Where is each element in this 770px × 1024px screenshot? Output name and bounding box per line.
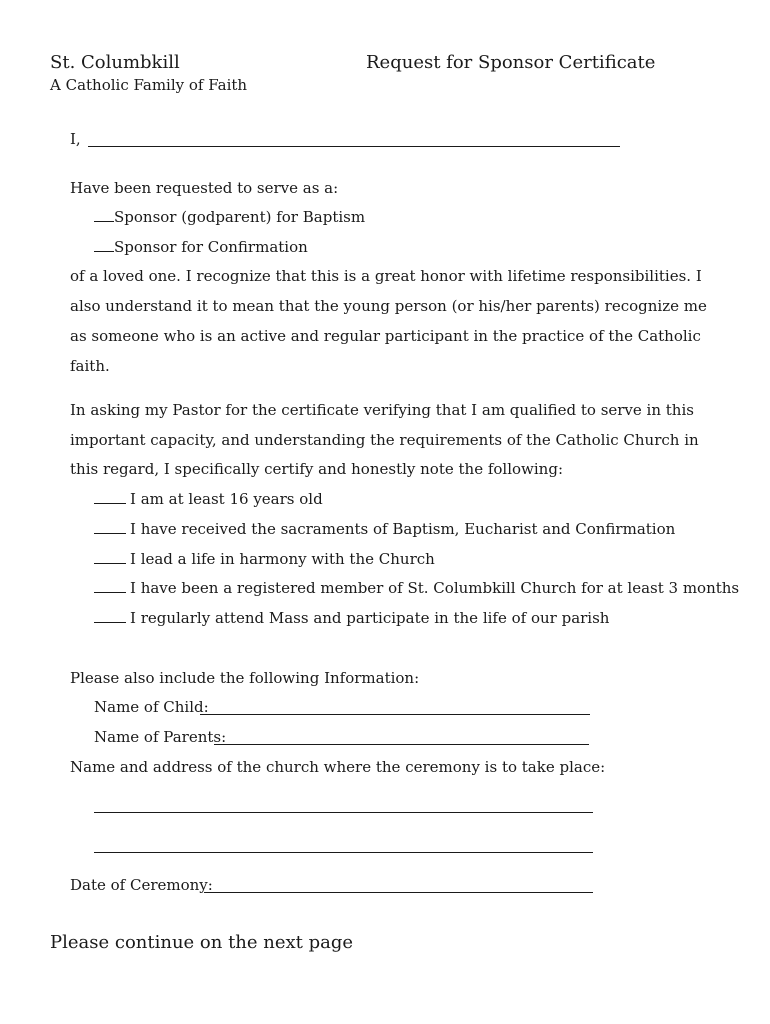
parish-tagline: A Catholic Family of Faith — [50, 76, 248, 94]
certification-blank[interactable] — [94, 591, 126, 593]
continue-note: Please continue on the next page — [50, 932, 354, 953]
certification-blank[interactable] — [94, 502, 126, 504]
church-prompt: Name and address of the church where the ceremony is to take place: — [70, 758, 606, 776]
parents-name-field[interactable] — [214, 744, 589, 745]
certification-line: this regard, I specifically certify and honestly note the following: — [70, 460, 564, 478]
certification-blank[interactable] — [94, 562, 126, 564]
child-name-field[interactable] — [200, 714, 590, 715]
child-name-label: Name of Child: — [94, 698, 209, 716]
form-title: Request for Sponsor Certificate — [366, 52, 656, 73]
certification-blank[interactable] — [94, 532, 126, 534]
certification-item-label: I regularly attend Mass and participate in the life of our parish — [130, 609, 610, 627]
role-baptism-blank[interactable] — [94, 220, 114, 222]
certification-blank[interactable] — [94, 621, 126, 623]
role-confirmation-blank[interactable] — [94, 250, 114, 252]
certification-item-label: I am at least 16 years old — [130, 490, 323, 508]
statement-line: faith. — [70, 357, 110, 375]
church-name-field[interactable] — [94, 812, 593, 813]
role-option-confirmation[interactable] — [94, 238, 308, 256]
parish-name: St. Columbkill — [50, 52, 180, 73]
role-option-label: Sponsor (godparent) for Baptism — [114, 208, 366, 226]
role-option-label: Sponsor for Confirmation — [114, 238, 308, 256]
role-prompt: Have been requested to serve as a: — [70, 179, 339, 197]
certification-item[interactable] — [94, 609, 609, 627]
certification-item[interactable] — [94, 550, 435, 568]
church-address-field[interactable] — [94, 852, 593, 853]
ceremony-date-field[interactable] — [204, 892, 593, 893]
certification-line: important capacity, and understanding the requirements of the Catholic Church in — [70, 431, 699, 449]
ceremony-date-label: Date of Ceremony: — [70, 876, 213, 894]
certification-item-label: I have received the sacraments of Baptism, Eucharist and Confirmation — [130, 520, 676, 538]
intro-pronoun: I, — [70, 130, 81, 148]
parents-name-label: Name of Parents: — [94, 728, 227, 746]
certification-item[interactable] — [94, 490, 323, 508]
certification-item-label: I lead a life in harmony with the Church — [130, 550, 435, 568]
sponsor-name-field[interactable] — [88, 146, 620, 147]
statement-line: as someone who is an active and regular participant in the practice of the Catholic — [70, 327, 701, 345]
certification-item[interactable] — [94, 520, 675, 538]
statement-line: of a loved one. I recognize that this is a great honor with lifetime responsibilities. I — [70, 267, 702, 285]
certification-item-label: I have been a registered member of St. Columbkill Church for at least 3 months — [130, 579, 740, 597]
info-prompt: Please also include the following Information: — [70, 669, 420, 687]
role-option-baptism[interactable] — [94, 208, 365, 226]
certification-line: In asking my Pastor for the certificate verifying that I am qualified to serve in this — [70, 401, 694, 419]
statement-line: also understand it to mean that the young person (or his/her parents) recognize me — [70, 297, 707, 315]
certification-item[interactable] — [94, 579, 739, 597]
